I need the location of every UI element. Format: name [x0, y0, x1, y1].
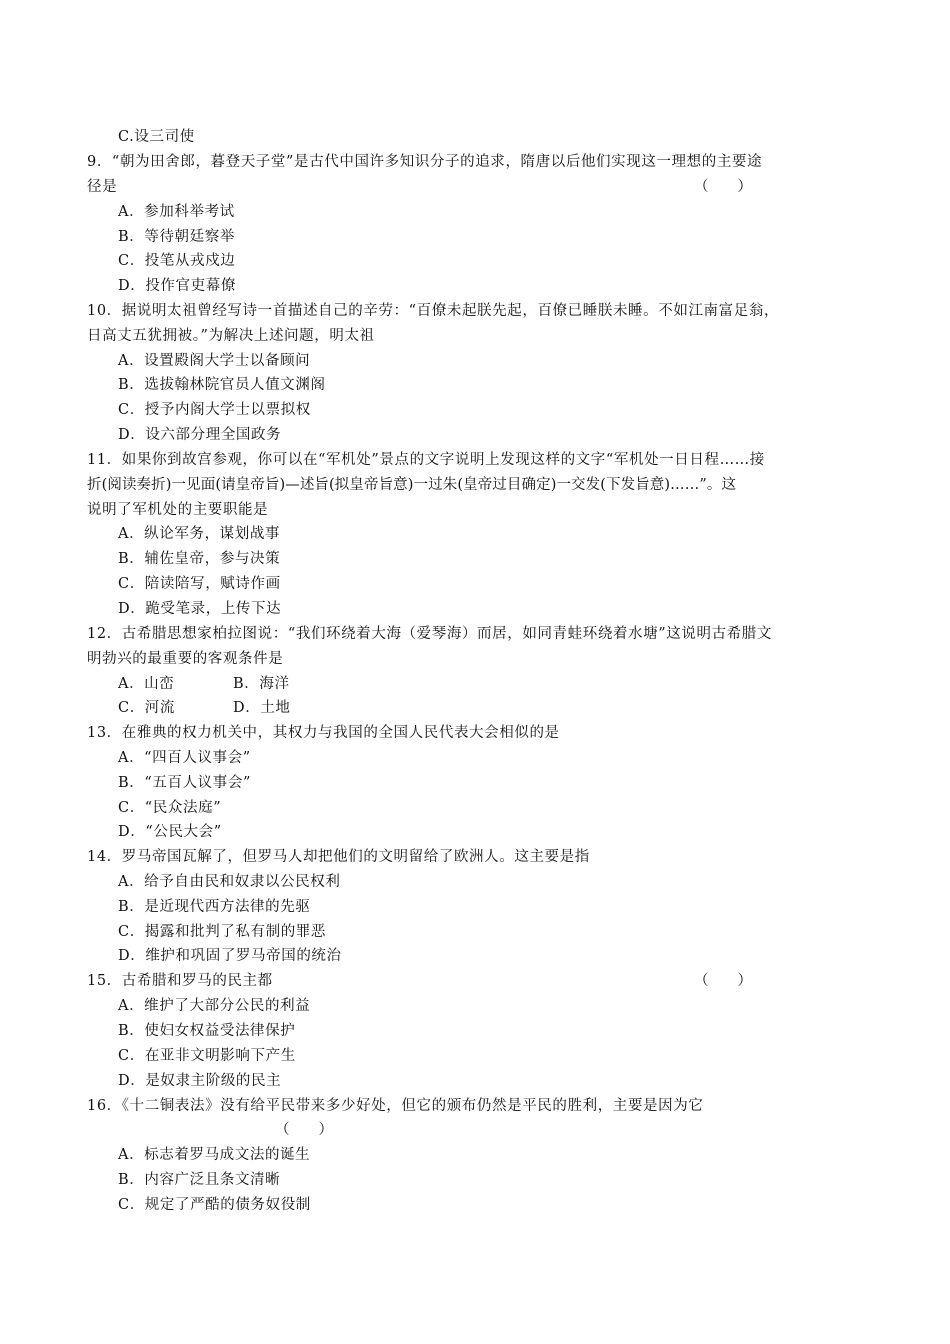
q11-stem-line2: 折(阅读奏折)一见面(请皇帝旨)—述旨(拟皇帝旨意)一过朱(皇帝过目确定)一交发(下发旨意)……”。这 [87, 477, 737, 493]
q14-option-a: A．给予自由民和奴隶以公民权利 [118, 874, 341, 890]
q14-option-c: C．揭露和批判了私有制的罪恶 [118, 924, 326, 940]
q13-option-d: D．“公民大会” [118, 824, 222, 840]
q11-stem-line1: 11．如果你到故宫参观，你可以在“军机处”景点的文字说明上发现这样的文字“军机处一日日程……接 [87, 452, 765, 468]
q13-option-c: C．“民众法庭” [118, 800, 222, 816]
q10-stem-line1: 10．据说明太祖曾经写诗一首描述自己的辛劳：“百僚未起朕先起，百僚已睡朕未睡。不如江南富足翁， [87, 303, 780, 319]
q16-option-b: B．内容广泛且条文清晰 [118, 1172, 281, 1188]
q13-option-b: B．“五百人议事会” [118, 775, 251, 791]
q10-option-c: C．授予内阁大学士以票拟权 [118, 402, 311, 418]
q12-option-b: B．海洋 [233, 676, 290, 692]
q15-option-b: B．使妇女权益受法律保护 [118, 1023, 296, 1039]
q13-stem-line1: 13．在雅典的权力机关中，其权力与我国的全国人民代表大会相似的是 [87, 725, 560, 741]
q15-stem-line1: 15．古希腊和罗马的民主都 [87, 973, 273, 989]
q12-stem-line1: 12．古希腊思想家柏拉图说：“我们环绕着大海（爱琴海）而居，如同青蛙环绕着水塘”这说明古希腊文 [87, 626, 772, 642]
q14-option-d: D．维护和巩固了罗马帝国的统治 [118, 948, 342, 964]
q15-option-a: A．维护了大部分公民的利益 [118, 998, 311, 1014]
q9-answer-bracket: （ ） [694, 179, 752, 195]
q15-option-d: D．是奴隶主阶级的民主 [118, 1073, 282, 1089]
q13-option-a: A．“四百人议事会” [118, 750, 251, 766]
q10-option-b: B．选拔翰林院官员人值文渊阁 [118, 377, 326, 393]
q9-stem-line1: 9．“朝为田舍郎，暮登天子堂”是古代中国许多知识分子的追求，隋唐以后他们实现这一理想的主要途 [87, 154, 763, 170]
q11-stem-line3: 说明了军机处的主要职能是 [87, 502, 269, 518]
q12-option-d: D．土地 [233, 700, 291, 716]
q12-stem-line2: 明勃兴的最重要的客观条件是 [87, 651, 284, 667]
q16-option-c: C．规定了严酷的债务奴役制 [118, 1197, 311, 1213]
q16-answer-bracket: （ ） [275, 1122, 333, 1138]
q9-stem-line2: 径是 [87, 179, 118, 195]
q10-option-d: D．设六部分理全国政务 [118, 427, 282, 443]
q15-answer-bracket: （ ） [694, 973, 752, 989]
q16-option-a: A．标志着罗马成文法的诞生 [118, 1147, 311, 1163]
q9-option-c: C．投笔从戎戍边 [118, 253, 236, 269]
q10-option-a: A．设置殿阁大学士以备顾问 [118, 353, 311, 369]
q12-option-c: C．河流 [118, 700, 175, 716]
q12-option-a: A．山峦 [118, 676, 175, 692]
q9-option-d: D．投作官吏幕僚 [118, 278, 236, 294]
q11-option-a: A．纵论军务，谋划战事 [118, 526, 281, 542]
q16-stem-line1: 16．《十二铜表法》没有给平民带来多少好处，但它的颁布仍然是平民的胜利，主要是因为它 [87, 1098, 704, 1114]
q9-option-a: A．参加科举考试 [118, 204, 235, 220]
q14-stem-line1: 14．罗马帝国瓦解了，但罗马人却把他们的文明留给了欧洲人。这主要是指 [87, 849, 590, 865]
q14-option-b: B．是近现代西方法律的先驱 [118, 899, 311, 915]
q8-option-c: C.设三司使 [118, 129, 195, 145]
q9-option-b: B．等待朝廷察举 [118, 229, 235, 245]
q10-stem-line2: 日高丈五犹拥被。”为解决上述问题，明太祖 [87, 328, 375, 344]
q11-option-c: C．陪读陪写，赋诗作画 [118, 576, 281, 592]
q15-option-c: C．在亚非文明影响下产生 [118, 1048, 296, 1064]
q11-option-d: D．跪受笔录，上传下达 [118, 601, 282, 617]
q11-option-b: B．辅佐皇帝，参与决策 [118, 551, 281, 567]
